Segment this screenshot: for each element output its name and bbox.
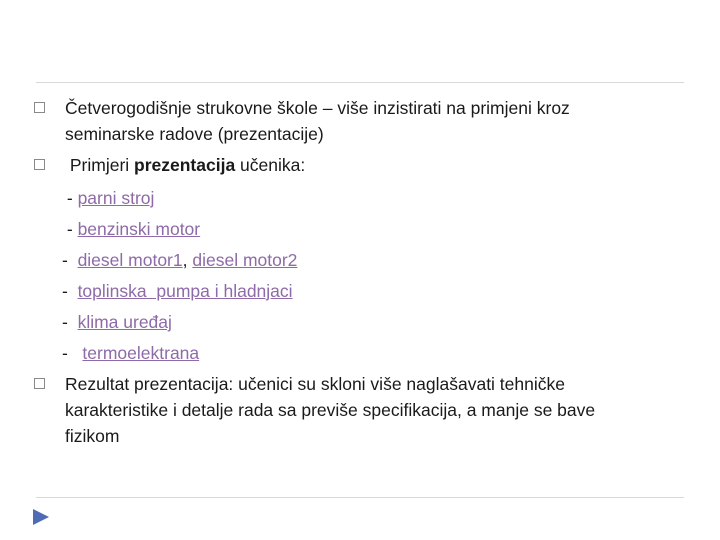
- square-bullet-icon: [34, 159, 45, 170]
- bullet-2-prefix: Primjeri: [65, 155, 135, 175]
- bullet-2-bold: prezentacija: [134, 155, 236, 175]
- bullet-3-line-1: Rezultat prezentacija: učenici su skloni više naglašavati tehničke: [65, 374, 565, 394]
- bottom-divider: [36, 497, 684, 498]
- example-dash: -: [62, 343, 83, 363]
- bullet-item-3: [34, 371, 684, 449]
- example-link-parni-stroj[interactable]: parni stroj: [77, 188, 155, 208]
- example-dash: -: [62, 188, 78, 208]
- bullet-3-line-3: fizikom: [65, 426, 120, 446]
- example-dash: -: [62, 312, 78, 332]
- example-link-termoelektrana[interactable]: termoelektrana: [82, 343, 200, 363]
- example-link-toplinska-pumpa[interactable]: toplinska pumpa i hladnjaci: [77, 281, 293, 301]
- example-separator: ,: [182, 250, 193, 270]
- square-bullet-icon: [34, 102, 45, 113]
- example-item: [62, 276, 684, 307]
- bullet-1-line-1: Četverogodišnje strukovne škole – više inzistirati na primjeni kroz: [65, 98, 570, 118]
- slide-content: [34, 95, 684, 449]
- square-bullet-icon: [34, 378, 45, 389]
- bullet-2-suffix: učenika:: [235, 155, 306, 175]
- top-divider: [36, 82, 684, 83]
- example-link-diesel-motor1[interactable]: diesel motor1: [77, 250, 183, 270]
- example-list: [34, 183, 684, 369]
- bullet-item-1: [34, 95, 684, 147]
- example-link-klima-uredaj[interactable]: klima uređaj: [77, 312, 172, 332]
- example-link-benzinski-motor[interactable]: benzinski motor: [77, 219, 201, 239]
- example-item: [62, 183, 684, 214]
- example-link-diesel-motor2[interactable]: diesel motor2: [192, 250, 298, 270]
- example-dash: -: [62, 281, 78, 301]
- example-item: [62, 338, 684, 369]
- bullet-3-line-2: karakteristike i detalje rada sa previše specifikacija, a manje se bave: [65, 400, 596, 420]
- bullet-1-line-2: seminarske radove (prezentacije): [65, 124, 324, 144]
- play-arrow-icon[interactable]: [30, 507, 52, 527]
- example-dash: -: [62, 250, 78, 270]
- example-item: [62, 307, 684, 338]
- example-item: [62, 214, 684, 245]
- example-item: [62, 245, 684, 276]
- example-dash: -: [62, 219, 78, 239]
- bullet-item-2: [34, 152, 684, 178]
